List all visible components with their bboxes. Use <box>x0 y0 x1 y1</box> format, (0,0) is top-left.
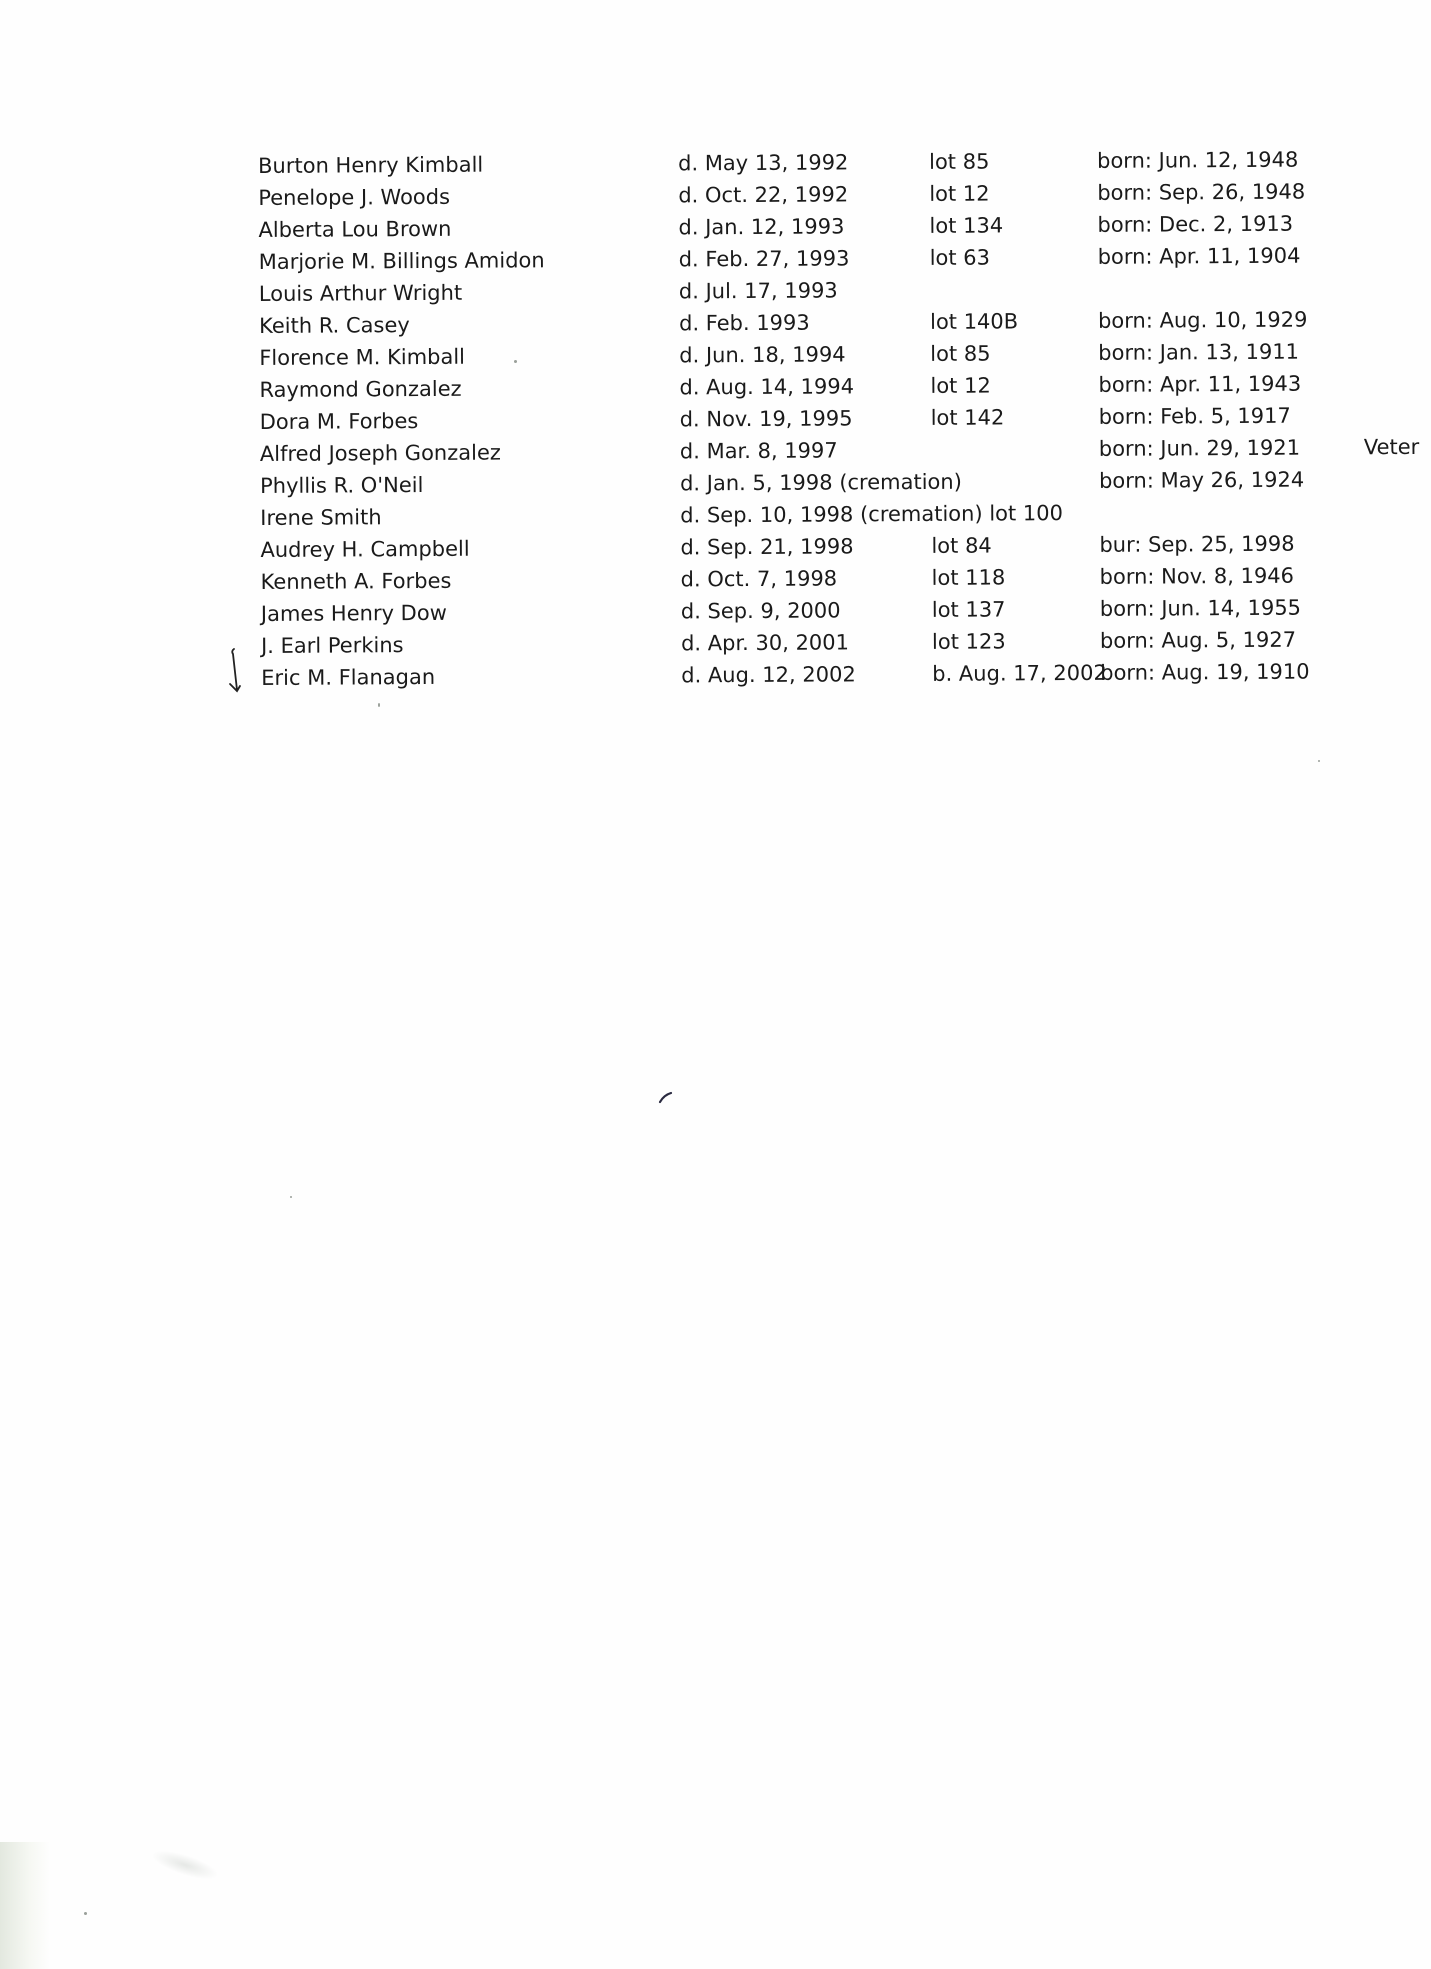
record-lot: lot 140B <box>929 309 1019 334</box>
record-death: d. Jan. 5, 1998 (cremation) <box>679 469 962 496</box>
record-death: d. Mar. 8, 1997 <box>679 438 838 464</box>
record-name: Kenneth A. Forbes <box>260 568 452 594</box>
record-name: Audrey H. Campbell <box>260 536 470 562</box>
record-death: d. Feb. 27, 1993 <box>678 246 850 272</box>
record-death: d. May 13, 1992 <box>678 150 849 176</box>
record-lot: lot 85 <box>929 149 990 174</box>
record-death: d. Sep. 21, 1998 <box>680 534 854 560</box>
record-name: Penelope J. Woods <box>258 184 451 210</box>
record-name: Louis Arthur Wright <box>258 280 463 306</box>
record-born: born: Dec. 2, 1913 <box>1097 211 1294 237</box>
scan-dust <box>84 1912 87 1915</box>
record-name: Dora M. Forbes <box>259 409 419 434</box>
record-lot: lot 134 <box>929 213 1004 238</box>
scan-dust <box>1318 760 1320 762</box>
record-name: Florence M. Kimball <box>259 344 466 370</box>
record-born: born: Jun. 29, 1921 <box>1098 435 1301 461</box>
record-born: born: Aug. 19, 1910 <box>1100 659 1310 685</box>
record-born: born: Nov. 8, 1946 <box>1099 563 1295 589</box>
record-lot: lot 12 <box>930 373 991 398</box>
record-lot: lot 85 <box>930 341 991 366</box>
record-lot: lot 12 <box>929 181 990 206</box>
record-death: d. Apr. 30, 2001 <box>680 630 850 656</box>
record-born: born: Sep. 26, 1948 <box>1097 179 1306 205</box>
burial-record-list <box>258 143 1431 694</box>
record-death: d. Nov. 19, 1995 <box>679 406 853 432</box>
record-name: J. Earl Perkins <box>260 633 404 658</box>
record-name: Phyllis R. O'Neil <box>259 472 424 498</box>
record-name: Eric M. Flanagan <box>261 664 436 690</box>
record-death: d. Jul. 17, 1993 <box>678 278 838 304</box>
record-death: d. Sep. 10, 1998 (cremation) lot 100 <box>680 501 1064 528</box>
record-born: born: Apr. 11, 1943 <box>1098 371 1302 397</box>
record-born: bur: Sep. 25, 1998 <box>1099 531 1295 557</box>
record-lot: lot 118 <box>931 565 1006 590</box>
record-born: born: Aug. 10, 1929 <box>1097 307 1308 333</box>
record-death: d. Sep. 9, 2000 <box>680 598 841 624</box>
scan-edge-shadow <box>0 1842 50 1969</box>
record-death: d. Oct. 7, 1998 <box>680 566 838 592</box>
record-lot: b. Aug. 17, 2002 <box>932 660 1107 686</box>
record-born: born: Jun. 12, 1948 <box>1097 147 1299 173</box>
record-name: Alfred Joseph Gonzalez <box>259 440 501 466</box>
scan-smudge <box>149 1845 222 1886</box>
record-note: Veter <box>1363 434 1420 460</box>
record-death: d. Oct. 22, 1992 <box>678 182 849 208</box>
record-death: d. Jun. 18, 1994 <box>679 342 846 368</box>
record-born: born: Aug. 5, 1927 <box>1099 627 1297 653</box>
record-death: d. Aug. 12, 2002 <box>681 662 856 688</box>
record-born: born: May 26, 1924 <box>1098 467 1305 493</box>
record-born: born: Feb. 5, 1917 <box>1098 403 1291 429</box>
record-name: Alberta Lou Brown <box>258 216 452 242</box>
record-name: Marjorie M. Billings Amidon <box>258 248 545 274</box>
record-death: d. Jan. 12, 1993 <box>678 214 845 240</box>
record-name: Keith R. Casey <box>259 313 410 338</box>
record-born: born: Jun. 14, 1955 <box>1099 595 1302 621</box>
record-name: Raymond Gonzalez <box>259 376 462 402</box>
record-lot: lot 63 <box>929 245 991 270</box>
record-name: Irene Smith <box>260 505 382 530</box>
scan-dust <box>290 1196 292 1198</box>
record-row <box>261 655 1431 694</box>
record-name: James Henry Dow <box>260 600 447 626</box>
record-lot: lot 84 <box>931 533 992 558</box>
record-lot: lot 142 <box>930 405 1005 430</box>
scan-dust <box>378 703 380 707</box>
scan-dust <box>514 360 517 363</box>
record-name: Burton Henry Kimball <box>258 152 484 178</box>
hand-drawn-bracket-icon <box>228 646 248 696</box>
pen-stroke-icon <box>658 1090 674 1104</box>
record-born: born: Apr. 11, 1904 <box>1097 243 1301 269</box>
record-born: born: Jan. 13, 1911 <box>1098 339 1300 365</box>
record-death: d. Feb. 1993 <box>678 310 810 336</box>
record-lot: lot 123 <box>931 629 1006 654</box>
record-lot: lot 137 <box>931 597 1006 622</box>
record-death: d. Aug. 14, 1994 <box>679 374 855 400</box>
